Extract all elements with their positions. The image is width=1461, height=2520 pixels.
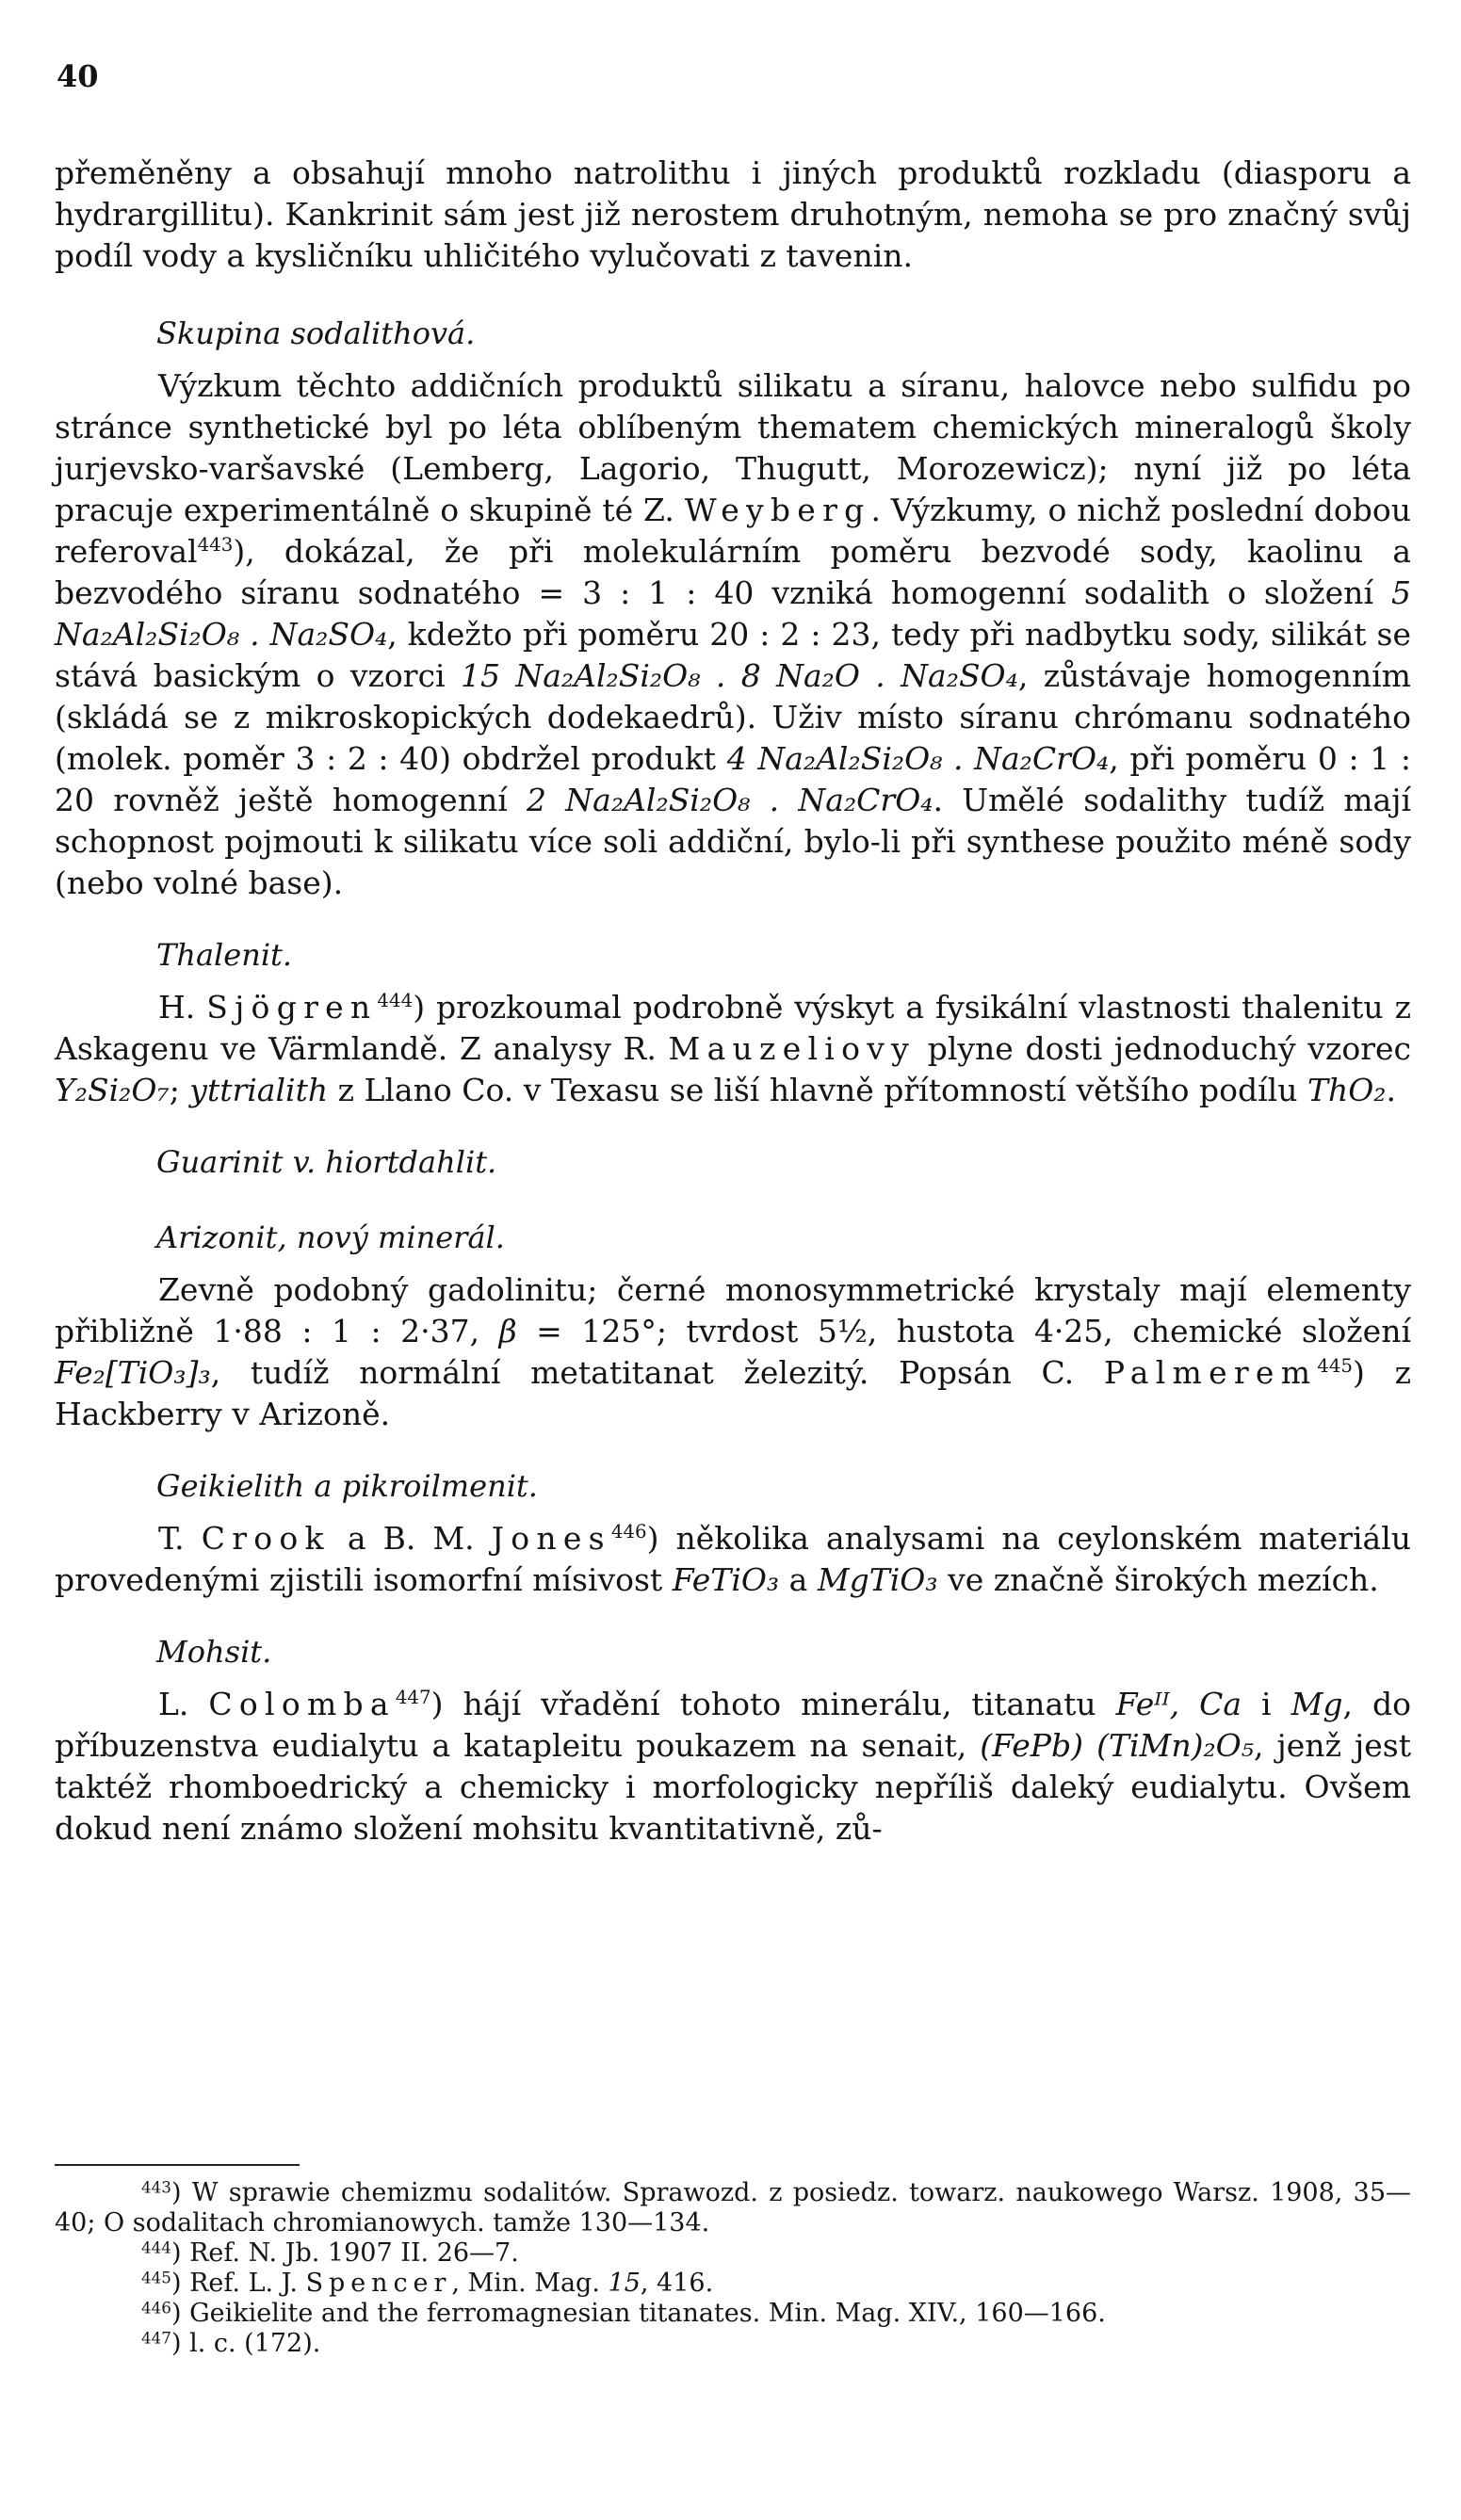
chemical-formula: 2 Na₂Al₂Si₂O₈ . Na₂CrO₄ — [527, 782, 933, 818]
mineral-name: yttrialith — [189, 1072, 329, 1108]
chemical-formula: 15 Na₂Al₂Si₂O₈ . 8 Na₂O . Na₂SO₄ — [461, 657, 1018, 694]
chemical-formula: Fe₂[TiO₃]₃ — [55, 1354, 211, 1391]
author-name: Colomba — [208, 1686, 396, 1722]
footnote-ref: 447 — [395, 1687, 431, 1709]
chemical-formula: ThO₂ — [1307, 1072, 1387, 1108]
heading-sodalith-group: Skupina sodalithová. — [156, 315, 476, 351]
chemical-formula: Y₂Si₂O₇ — [55, 1072, 170, 1108]
footnote-ref: 445 — [1317, 1355, 1354, 1378]
footnote-443: $^{443}$) W sprawie chemizmu sodalitów. Sprawozd. z posiedz. towarz. naukowego Warsz. 1908, 35—40; O sodalitach chromianowych. tamže 130—134. — [55, 2177, 1411, 2237]
footnote-444: $^{444}$) Ref. N. Jb. 1907 II. 26—7. — [141, 2237, 519, 2268]
footnotes — [55, 2178, 1411, 2359]
heading-geikielith: Geikielith a pikroilmenit. — [156, 1468, 538, 1504]
author-name: Mauzeliovy — [668, 1030, 917, 1067]
paragraph-thalenit: H. Sjögren$^{444}$) prozkoumal podrobně výskyt a fysikální vlastnosti thalenitu z Askagenu ve Värmlandě. Z analysy R. Mauzeliovy plyne dosti jednoduchý vzorec Y₂Si₂O₇; yttrialith z Llano Co. v Texasu se liší hlavně přítomností většího podílu ThO₂. — [55, 989, 1411, 1108]
chemical-formula: 4 Na₂Al₂Si₂O₈ . Na₂CrO₄ — [726, 740, 1110, 777]
author-name: Palmerem — [1103, 1354, 1318, 1391]
page-number: 40 — [57, 58, 99, 94]
paragraph-arizonit: Zevně podobný gadolinitu; černé monosymmetrické krystaly mají elementy přibližně 1·88 : 1 : 2·37, β = 125°; tvrdost 5½, hustota 4·25, chemické složení Fe₂[TiO₃]₃, tudíž normální metatitanat železitý. Popsán C. Palmerem$^{445}$) z Hackberry v Arizoně. — [55, 1271, 1412, 1432]
chemical-formula: 5 Na₂Al₂Si₂O₈ . Na₂SO₄ — [55, 574, 1411, 653]
paragraph-kankrinit: přeměněny a obsahují mnoho natrolithu i jiných produktů rozkladu (diasporu a hydrargillitu). Kankrinit sám jest již nerostem druhotným, nemoha se pro značný svůj podíl vody a kysličníku uhličitého vylučovati z tavenin. — [55, 154, 1411, 274]
footnote-ref: 443 — [197, 534, 234, 557]
author-name: Sjögren — [206, 989, 378, 1026]
author-name: Jones — [491, 1520, 611, 1557]
author-name: Spencer — [305, 2269, 452, 2298]
footnote-ref: 444 — [377, 990, 414, 1012]
main-text — [55, 153, 1411, 1850]
paragraph-sodalith: Výzkum těchto addičních produktů silikatu a síranu, halovce nebo sulfidu po stránce synthetické byl po léta oblíbeným thematem chemických mineralogů školy jurjevsko-varšavské (Lemberg, Lagorio, Thugutt, Morozewicz); nyní již po léta pracuje experimentálně o skupině té Z. Weyberg. Výzkumy, o nichž poslední dobou referoval$^{443}$), dokázal, že při molekulárním poměru bezvodé sody, kaolinu a bezvodého síranu sodnatého = 3 : 1 : 40 vzniká homogenní sodalith o složení 5 Na₂Al₂Si₂O₈ . Na₂SO₄, kdežto při poměru 20 : 2 : 23, tedy při nadbytku sody, silikát se stává basickým o vzorci 15 Na₂Al₂Si₂O₈ . 8 Na₂O . Na₂SO₄, zůstávaje homogenním (skládá se z mikroskopických dodekaedrů). Uživ místo síranu chrómanu sodnatého (molek. poměr 3 : 2 : 40) obdržel produkt 4 Na₂Al₂Si₂O₈ . Na₂CrO₄, při poměru 0 : 1 : 20 rovněž ještě homogenní 2 Na₂Al₂Si₂O₈ . Na₂CrO₄. Umělé sodalithy tudíž mají schopnost pojmouti k silikatu více soli addiční, bylo-li při synthese použito méně sody (nebo volné base). — [55, 367, 1412, 901]
chemical-formula: FeTiO₃ — [672, 1561, 780, 1598]
author-name: Weyberg — [684, 492, 871, 528]
footnote-divider — [55, 2164, 300, 2166]
beta-symbol: β — [498, 1313, 517, 1349]
chemical-formula: Feᴵᴵ, Ca — [1115, 1686, 1242, 1722]
heading-guarinit: Guarinit v. hiortdahlit. — [156, 1144, 497, 1180]
author-name: Crook — [201, 1520, 331, 1557]
chemical-formula: (FePb) (TiMn)₂O₅ — [980, 1727, 1254, 1764]
paragraph-mohsit: L. Colomba$^{447}$) hájí vřadění tohoto minerálu, titanatu Feᴵᴵ, Ca i Mg, do příbuzenstva eudialytu a katapleitu poukazem na senait, (FePb) (TiMn)₂O₅, jenž jest taktéž rhomboedrický a chemicky i morfologicky nepříliš daleký eudialytu. Ovšem dokud není známo složení mohsitu kvantitativně, zů- — [55, 1686, 1411, 1847]
footnote-445: $^{445}$) Ref. L. J. Spencer, Min. Mag. 15, 416. — [141, 2268, 714, 2298]
chemical-formula: MgTiO₃ — [817, 1561, 938, 1598]
footnote-ref: 446 — [610, 1521, 647, 1543]
heading-arizonit: Arizonit, nový minerál. — [156, 1220, 505, 1255]
paragraph-geikielith: T. Crook a B. M. Jones$^{446}$) několika analysami na ceylonském materiálu provedenými zjistili isomorfní mísivost FeTiO₃ a MgTiO₃ ve značně širokých mezích. — [55, 1520, 1412, 1598]
chemical-formula: Mg — [1291, 1686, 1343, 1722]
heading-thalenit: Thalenit. — [156, 937, 293, 973]
footnote-447: $^{447}$) l. c. (172). — [141, 2328, 321, 2358]
heading-mohsit: Mohsit. — [156, 1634, 272, 1670]
footnote-446: $^{446}$) Geikielite and the ferromagnesian titanates. Min. Mag. XIV., 160—166. — [141, 2298, 1106, 2328]
